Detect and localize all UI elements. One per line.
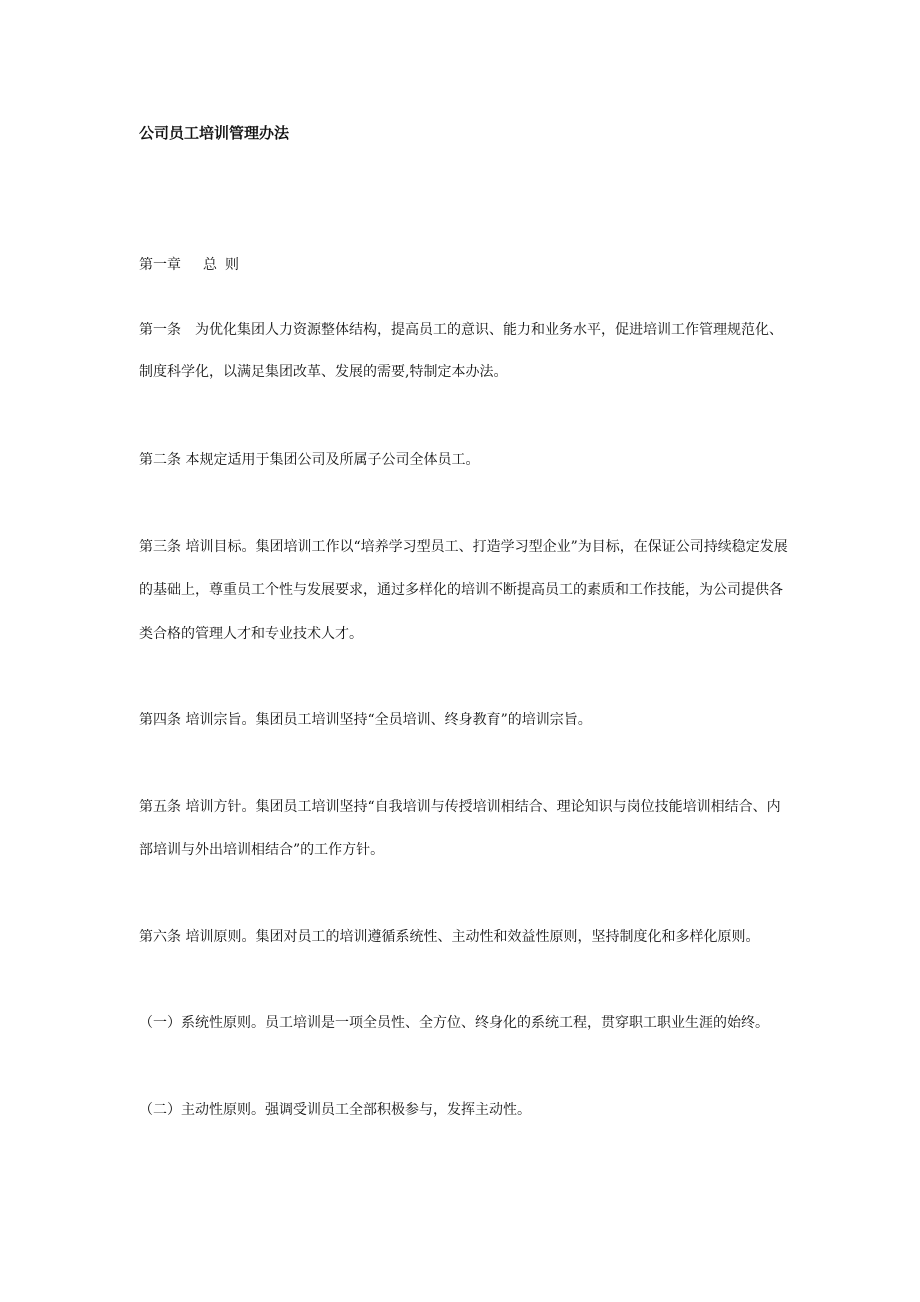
- article-3-line-1: 第三条 培训目标。集团培训工作以“培养学习型员工、打造学习型企业”为目标，在保证公司持续稳定发展: [139, 539, 788, 555]
- article-4-line-1: 第四条 培训宗旨。集团员工培训坚持“全员培训、终身教育”的培训宗旨。: [139, 712, 592, 728]
- article-2-line-1: 第二条 本规定适用于集团公司及所属子公司全体员工。: [139, 452, 480, 468]
- document-title: 公司员工培训管理办法: [139, 124, 290, 142]
- article-1-line-1: 第一条 为优化集团人力资源整体结构，提高员工的意识、能力和业务水平，促进培训工作管理规范化、: [139, 322, 783, 338]
- chapter-name-part2: 则: [225, 257, 239, 273]
- article-3-line-3: 类合格的管理人才和专业技术人才。: [139, 626, 363, 642]
- principle-2-line-1: （二）主动性原则。强调受训员工全部积极参与，发挥主动性。: [139, 1102, 531, 1118]
- chapter-heading: [139, 255, 239, 275]
- article-6-line-1: 第六条 培训原则。集团对员工的培训遵循系统性、主动性和效益性原则，坚持制度化和多样化原则。: [139, 929, 760, 945]
- principle-1-line-1: （一）系统性原则。员工培训是一项全员性、全方位、终身化的系统工程，贯穿职工职业生涯的始终。: [139, 1015, 769, 1031]
- chapter-number: 第一章: [139, 257, 181, 273]
- article-5-line-2: 部培训与外出培训相结合”的工作方针。: [139, 842, 385, 858]
- article-1-line-2: 制度科学化，以满足集团改革、发展的需要,特制定本办法。: [139, 364, 508, 380]
- chapter-name-part1: 总: [203, 257, 217, 273]
- article-5-line-1: 第五条 培训方针。集团员工培训坚持“自我培训与传授培训相结合、理论知识与岗位技能培训相结合、内: [139, 799, 781, 815]
- article-3-line-2: 的基础上，尊重员工个性与发展要求，通过多样化的培训不断提高员工的素质和工作技能，为公司提供各: [139, 582, 783, 598]
